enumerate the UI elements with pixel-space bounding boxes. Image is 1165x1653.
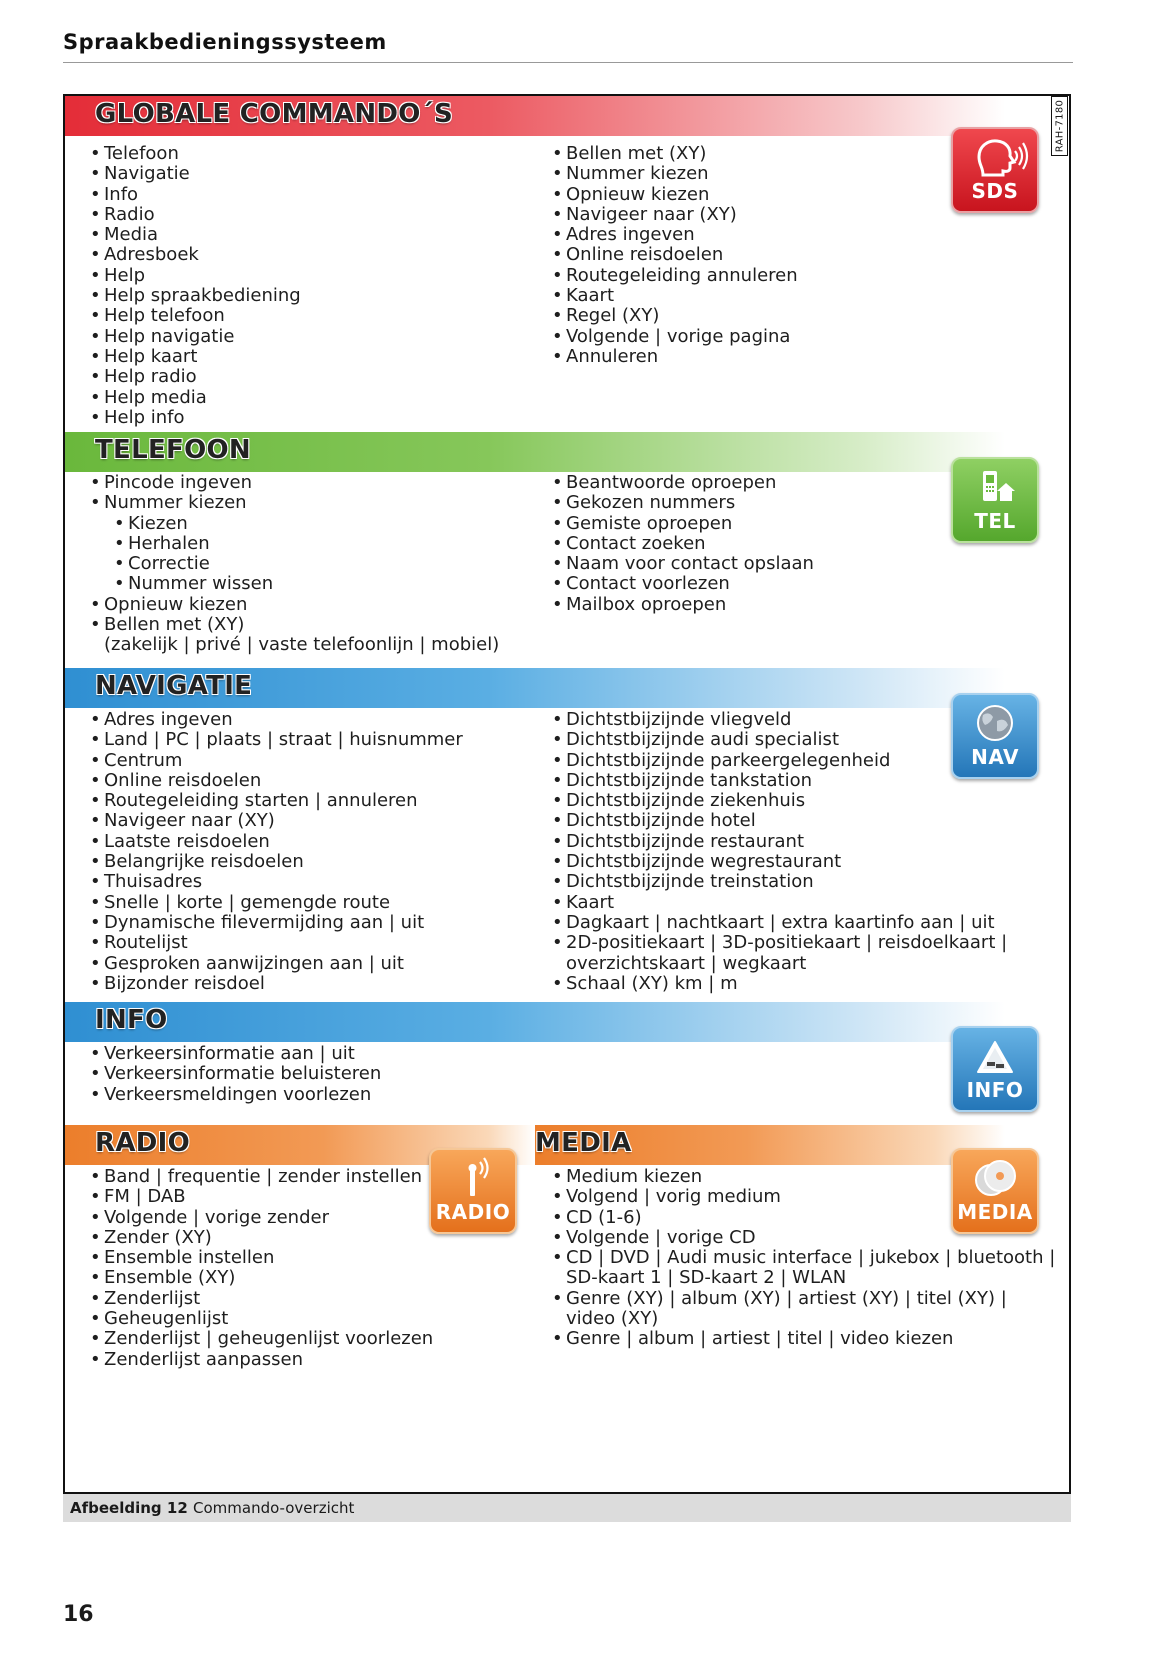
- list-item: • Gesproken aanwijzingen aan | uit: [90, 954, 463, 974]
- list-item: • Help kaart: [90, 347, 301, 367]
- list-item: • Help: [90, 266, 301, 286]
- list-item: • Dichtstbijzijnde vliegveld: [552, 710, 1007, 730]
- list-item: • Naam voor contact opslaan: [552, 554, 814, 574]
- section-title-navigatie: NAVIGATIE: [95, 671, 253, 701]
- list-item: • Opnieuw kiezen: [90, 595, 499, 615]
- list-item: • CD | DVD | Audi music interface | jukebox | bluetooth |: [552, 1248, 1055, 1268]
- cd-disc-icon: [953, 1156, 1037, 1200]
- list-subitem: • Kiezen: [90, 514, 499, 534]
- list-item: • Volgende | vorige zender: [90, 1208, 433, 1228]
- section-band-info: [65, 1002, 1005, 1042]
- list-item: • Nummer kiezen: [552, 164, 798, 184]
- media-badge: [951, 1148, 1039, 1234]
- list-item: • Kaart: [552, 286, 798, 306]
- section-title-info: INFO: [95, 1005, 168, 1035]
- info-commands: [90, 1044, 381, 1105]
- list-item: • Navigatie: [90, 164, 301, 184]
- radio-badge: [429, 1148, 517, 1234]
- list-item: • Snelle | korte | gemengde route: [90, 893, 463, 913]
- section-title-telefoon: TELEFOON: [95, 435, 251, 465]
- reference-code: RAH-7180: [1051, 96, 1068, 156]
- list-item: • Genre (XY) | album (XY) | artiest (XY) | titel (XY) |: [552, 1289, 1055, 1309]
- list-item: • Online reisdoelen: [90, 771, 463, 791]
- command-overview-figure: [63, 94, 1071, 1494]
- list-item: • Bellen met (XY): [90, 615, 499, 635]
- section-title-media: MEDIA: [535, 1128, 632, 1158]
- list-item: • Mailbox oproepen: [552, 595, 814, 615]
- list-item: • Genre | album | artiest | titel | video kiezen: [552, 1329, 1055, 1349]
- list-subitem: • Nummer wissen: [90, 574, 499, 594]
- list-item: • Ensemble (XY): [90, 1268, 433, 1288]
- list-item: • Volgende | vorige pagina: [552, 327, 798, 347]
- list-item-continuation: SD-kaart 1 | SD-kaart 2 | WLAN: [566, 1267, 847, 1289]
- page-number: 16: [63, 1602, 94, 1627]
- list-subitem: • Herhalen: [90, 534, 499, 554]
- list-item: • Band | frequentie | zender instellen: [90, 1167, 433, 1187]
- list-item: • Help spraakbediening: [90, 286, 301, 306]
- list-item: • Laatste reisdoelen: [90, 832, 463, 852]
- list-item: • Geheugenlijst: [90, 1309, 433, 1329]
- media-badge-label: MEDIA: [957, 1200, 1033, 1224]
- info-badge-label: INFO: [966, 1078, 1024, 1102]
- list-item-continuation: video (XY): [566, 1308, 659, 1330]
- list-item: • Contact zoeken: [552, 534, 814, 554]
- list-item: • Help telefoon: [90, 306, 301, 326]
- list-item: • Online reisdoelen: [552, 245, 798, 265]
- list-item: • Routelijst: [90, 933, 463, 953]
- list-item: • Volgende | vorige CD: [552, 1228, 1055, 1248]
- list-item: • Centrum: [90, 751, 463, 771]
- list-item: • Dichtstbijzijnde hotel: [552, 811, 1007, 831]
- list-item: • Zenderlijst aanpassen: [90, 1350, 433, 1370]
- list-item: • Zenderlijst | geheugenlijst voorlezen: [90, 1329, 433, 1349]
- section-band-telefoon: [65, 432, 1005, 472]
- traffic-warning-icon: [953, 1034, 1037, 1078]
- list-item: • FM | DAB: [90, 1187, 433, 1207]
- figure-number: Afbeelding 12: [70, 1499, 188, 1517]
- section-band-navigatie: [65, 668, 1005, 708]
- list-item: • Telefoon: [90, 144, 301, 164]
- list-item: • Zender (XY): [90, 1228, 433, 1248]
- nav-badge: [951, 693, 1039, 779]
- list-item: • Dichtstbijzijnde restaurant: [552, 832, 1007, 852]
- list-item: • Info: [90, 185, 301, 205]
- list-item: • Kaart: [552, 893, 1007, 913]
- header-divider: [63, 62, 1073, 63]
- list-item: • Ensemble instellen: [90, 1248, 433, 1268]
- list-item: • Annuleren: [552, 347, 798, 367]
- list-item-continuation: overzichtskaart | wegkaart: [566, 952, 807, 974]
- list-item: • Routegeleiding annuleren: [552, 266, 798, 286]
- list-item: • Beantwoorde oproepen: [552, 473, 814, 493]
- list-item: • Adres ingeven: [552, 225, 798, 245]
- list-item: • Dichtstbijzijnde tankstation: [552, 771, 1007, 791]
- page-header-title: Spraakbedieningssysteem: [63, 30, 387, 54]
- list-item: • Dichtstbijzijnde audi specialist: [552, 730, 1007, 750]
- list-item: • Nummer kiezen: [90, 493, 499, 513]
- list-item: • Help media: [90, 388, 301, 408]
- tel-badge-label: TEL: [974, 509, 1016, 533]
- section-title-radio: RADIO: [95, 1128, 191, 1158]
- list-item: • Verkeersinformatie aan | uit: [90, 1044, 381, 1064]
- radio-badge-label: RADIO: [435, 1200, 511, 1224]
- navigatie-commands-right: [552, 710, 1007, 994]
- navigatie-commands-left: [90, 710, 463, 994]
- list-subitem: • Correctie: [90, 554, 499, 574]
- list-item: • Adres ingeven: [90, 710, 463, 730]
- telefoon-commands-left: [90, 473, 499, 656]
- figure-caption: [63, 1494, 1071, 1522]
- list-item: • Navigeer naar (XY): [90, 811, 463, 831]
- section-title-globale: GLOBALE COMMANDO´S: [95, 99, 454, 129]
- list-item: • Help navigatie: [90, 327, 301, 347]
- sds-badge: [951, 127, 1039, 213]
- list-item: • 2D-positiekaart | 3D-positiekaart | reisdoelkaart |: [552, 933, 1007, 953]
- telefoon-commands-right: [552, 473, 814, 615]
- list-item: • Bijzonder reisdoel: [90, 974, 463, 994]
- globe-icon: [953, 701, 1037, 745]
- list-item: • Dichtstbijzijnde ziekenhuis: [552, 791, 1007, 811]
- list-item: • Radio: [90, 205, 301, 225]
- list-item: • Zenderlijst: [90, 1289, 433, 1309]
- list-item: • Contact voorlezen: [552, 574, 814, 594]
- speaking-head-icon: [953, 135, 1037, 179]
- list-item: • Help radio: [90, 367, 301, 387]
- list-item: • Dichtstbijzijnde wegrestaurant: [552, 852, 1007, 872]
- list-item: • Bellen met (XY): [552, 144, 798, 164]
- list-item: • Media: [90, 225, 301, 245]
- list-item: • Volgend | vorig medium: [552, 1187, 1055, 1207]
- list-item: • Dynamische filevermijding aan | uit: [90, 913, 463, 933]
- list-item: • Land | PC | plaats | straat | huisnummer: [90, 730, 463, 750]
- list-item: • Routegeleiding starten | annuleren: [90, 791, 463, 811]
- list-item: • Dichtstbijzijnde parkeergelegenheid: [552, 751, 1007, 771]
- list-item: • Pincode ingeven: [90, 473, 499, 493]
- radio-commands: [90, 1167, 433, 1370]
- list-item: • Regel (XY): [552, 306, 798, 326]
- list-item: • Gemiste oproepen: [552, 514, 814, 534]
- phone-home-icon: [953, 465, 1037, 509]
- section-band-media: [535, 1125, 1005, 1165]
- list-item: • Opnieuw kiezen: [552, 185, 798, 205]
- list-item-continuation: (zakelijk | privé | vaste telefoonlijn | mobiel): [104, 634, 500, 656]
- section-band-globale: [65, 96, 1005, 136]
- list-item: • Belangrijke reisdoelen: [90, 852, 463, 872]
- list-item: • Dichtstbijzijnde treinstation: [552, 872, 1007, 892]
- list-item: • Gekozen nummers: [552, 493, 814, 513]
- list-item: • Help info: [90, 408, 301, 428]
- list-item: • Medium kiezen: [552, 1167, 1055, 1187]
- list-item: • Dagkaart | nachtkaart | extra kaartinfo aan | uit: [552, 913, 1007, 933]
- info-badge: [951, 1026, 1039, 1112]
- list-item: • Verkeersinformatie beluisteren: [90, 1064, 381, 1084]
- list-item: • Thuisadres: [90, 872, 463, 892]
- list-item: • Verkeersmeldingen voorlezen: [90, 1085, 381, 1105]
- list-item: • Navigeer naar (XY): [552, 205, 798, 225]
- list-item: • CD (1-6): [552, 1208, 1055, 1228]
- list-item: • Adresboek: [90, 245, 301, 265]
- nav-badge-label: NAV: [971, 745, 1019, 769]
- globale-commands-left: [90, 144, 301, 428]
- figure-caption-text: Commando-overzicht: [193, 1499, 355, 1517]
- globale-commands-right: [552, 144, 798, 367]
- tel-badge: [951, 457, 1039, 543]
- sds-badge-label: SDS: [971, 179, 1019, 203]
- list-item: • Schaal (XY) km | m: [552, 974, 1007, 994]
- antenna-icon: [431, 1156, 515, 1200]
